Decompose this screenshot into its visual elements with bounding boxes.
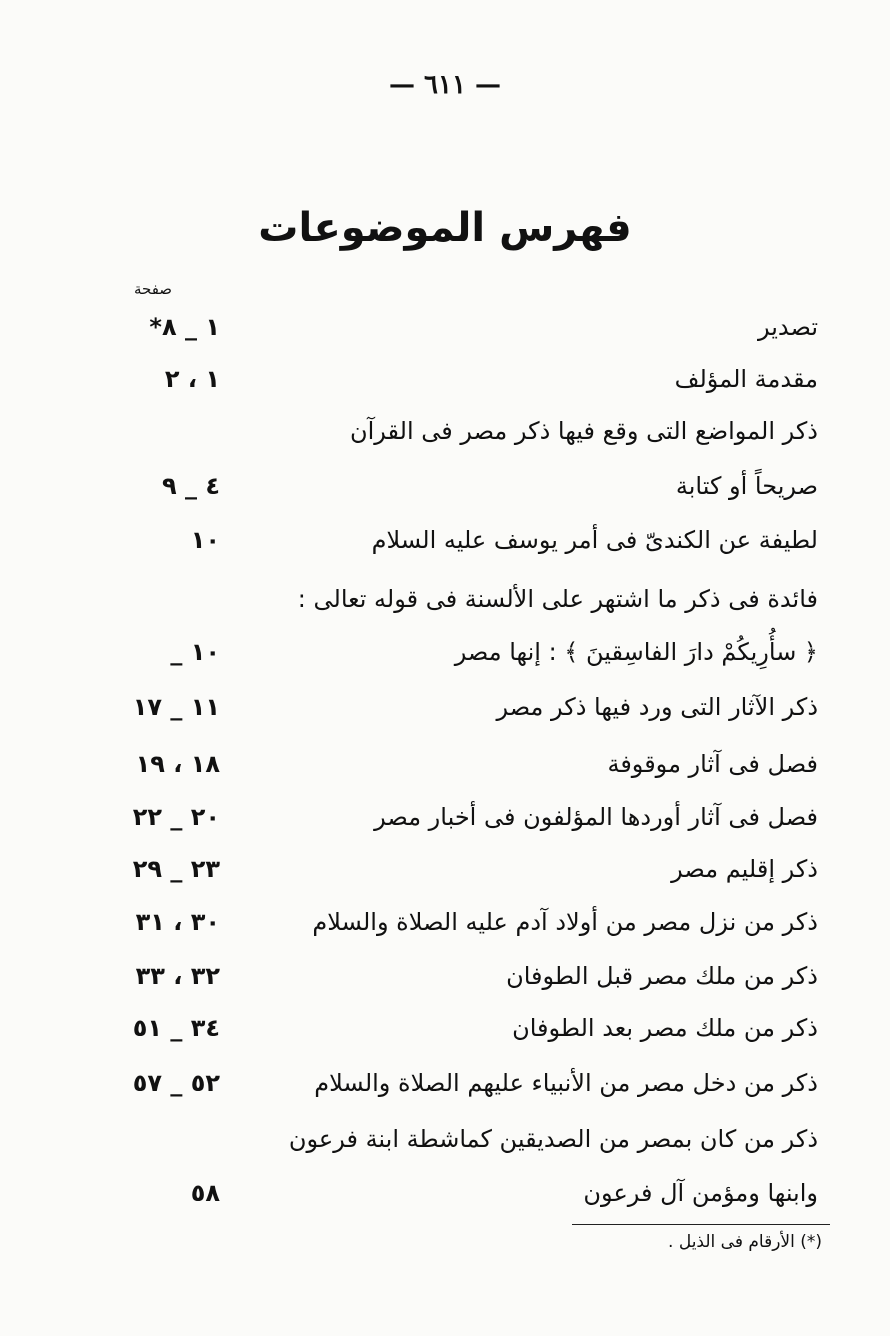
toc-entry-title: فائدة فى ذكر ما اشتهر على الألسنة فى قوله تعالى : [297, 585, 818, 613]
page-number: — ٦١١ — [388, 70, 502, 100]
toc-entry-title: فصل فى آثار أوردها المؤلفون فى أخبار مصر [374, 803, 818, 831]
toc-entry-title: ذكر من دخل مصر من الأنبياء عليهم الصلاة والسلام [314, 1069, 818, 1097]
toc-entry-title: ذكر المواضع التى وقع فيها ذكر مصر فى القرآن [349, 417, 818, 445]
toc-entry-pages: ١٠ _ [170, 638, 220, 666]
toc-entry-title: تصدير [757, 313, 818, 341]
toc-entry-title: ذكر من ملك مصر بعد الطوفان [512, 1014, 818, 1042]
footnote-divider [572, 1224, 830, 1225]
page-column-header: صفحة [133, 280, 173, 298]
toc-entry-pages: ٣٢ ، ٣٣ [135, 962, 220, 990]
toc-entry-title: فصل فى آثار موقوفة [607, 750, 818, 778]
toc-entry-pages: ١١ _ ١٧ [132, 693, 220, 721]
toc-entry-pages: ١٠ [190, 526, 220, 554]
toc-entry-title: وابنها ومؤمن آل فرعون [583, 1179, 818, 1207]
toc-entry-title: ذكر الآثار التى ورد فيها ذكر مصر [496, 693, 818, 721]
toc-entry-pages: ٤ _ ٩ [161, 472, 220, 500]
toc-entry-pages: ٣٤ _ ٥١ [132, 1014, 220, 1042]
toc-entry-pages: ٣٠ ، ٣١ [135, 908, 220, 936]
toc-entry-pages: ٢٠ _ ٢٢ [132, 803, 220, 831]
toc-entry-title: ذكر من ملك مصر قبل الطوفان [506, 962, 818, 990]
toc-entry-pages: ١ _ ٨* [149, 313, 220, 341]
footnote: (*) الأرقام فى الذيل . [668, 1232, 822, 1252]
toc-entry-pages: ٢٣ _ ٢٩ [132, 855, 220, 883]
toc-entry-title: ذكر من نزل مصر من أولاد آدم عليه الصلاة والسلام [312, 908, 818, 936]
toc-entry-pages: ١ ، ٢ [164, 365, 220, 393]
toc-entry-pages: ٥٢ _ ٥٧ [132, 1069, 220, 1097]
toc-entry-title: صريحاً أو كتابة [675, 472, 818, 500]
toc-entry-pages: ١٨ ، ١٩ [135, 750, 220, 778]
toc-entry-title: ذكر من كان بمصر من الصديقين كماشطة ابنة فرعون [288, 1125, 818, 1153]
toc-entry-title: ﴿ سأُرِيكُمْ دارَ الفاسِقينَ ﴾ : إنها مصر [454, 638, 818, 666]
toc-entry-title: ذكر إقليم مصر [671, 855, 818, 883]
toc-entry-title: لطيفة عن الكندىّ فى أمر يوسف عليه السلام [371, 526, 818, 554]
toc-entry-pages: ٥٨ [190, 1179, 220, 1207]
toc-entry-title: مقدمة المؤلف [674, 365, 818, 393]
page-title: فهرس الموضوعات [258, 205, 632, 251]
